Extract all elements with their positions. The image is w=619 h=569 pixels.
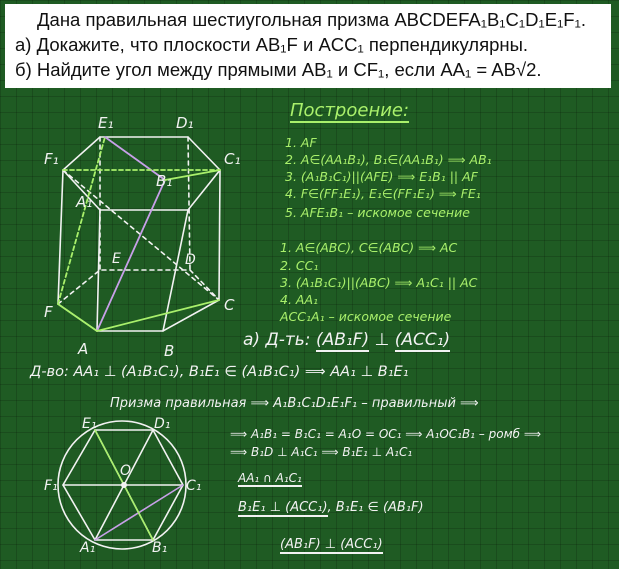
proof-line-6-perp: B₁E₁ ⊥ (ACC₁) — [238, 500, 328, 515]
construction-step-4: 4. F∈(FF₁E₁), E₁∈(FF₁E₁) ⟹ FE₁ — [285, 186, 481, 201]
hexagon-center-dot — [121, 482, 127, 488]
construction2-step-5: ACC₁A₁ – искомое сечение — [280, 309, 452, 324]
proof-goal-perp: ⊥ — [374, 330, 390, 350]
construction2-step-4: 4. AA₁ — [280, 292, 319, 307]
prism-drawing — [58, 137, 220, 331]
construction-step-3: 3. (A₁B₁C₁)||(AFE) ⟹ E₁B₁ || AF — [285, 169, 478, 184]
proof-goal — [243, 330, 450, 350]
prism-label-f1: F₁ — [44, 150, 59, 168]
hex-label-e1: E₁ — [82, 416, 97, 432]
problem-part-a: а) Докажите, что плоскости AB₁F и ACC₁ перпендикулярны. — [15, 34, 529, 55]
hex-label-a1: A₁ — [80, 540, 96, 556]
problem-part-b: б) Найдите угол между прямыми AB₁ и CF₁, если AA₁ = AB√2. — [15, 59, 542, 80]
prism-label-e1: E₁ — [98, 114, 114, 132]
proof-line-4: ⟹ B₁D ⊥ A₁C₁ ⟹ B₁E₁ ⊥ A₁C₁ — [230, 445, 413, 459]
prism-label-d1: D₁ — [176, 114, 194, 132]
prism-label-f: F — [44, 303, 53, 321]
proof-line-5: AA₁ ∩ A₁C₁ — [238, 471, 302, 485]
hex-label-o: O — [120, 463, 132, 479]
proof-conclusion: (AB₁F) ⊥ (ACC₁) — [280, 537, 383, 552]
proof-goal-prefix: а) Д-ть: — [243, 330, 311, 350]
proof-line-1: Д-во: AA₁ ⊥ (A₁B₁C₁), B₁E₁ ∈ (A₁B₁C₁) ⟹ AA₁ ⊥ B₁E₁ — [30, 364, 409, 380]
hex-label-f1: F₁ — [44, 478, 58, 494]
construction-title: Построение: — [290, 100, 410, 121]
construction2-step-3: 3. (A₁B₁C₁)||(ABC) ⟹ A₁C₁ || AC — [280, 275, 478, 290]
proof-line-3: ⟹ A₁B₁ = B₁C₁ = A₁O = OC₁ ⟹ A₁OC₁B₁ – ромб ⟹ — [230, 427, 542, 441]
hex-label-d1: D₁ — [154, 416, 171, 432]
prism-label-a1: A₁ — [76, 193, 93, 211]
construction2-step-1: 1. A∈(ABC), C∈(ABC) ⟹ AC — [280, 240, 458, 255]
prism-label-a: A — [78, 340, 89, 358]
prism-label-e: E — [112, 251, 121, 267]
proof-line-2: Призма правильная ⟹ A₁B₁C₁D₁E₁F₁ – правильный ⟹ — [110, 396, 479, 411]
proof-goal-plane-1: (AB₁F) — [315, 330, 370, 350]
prism-label-b: B — [164, 342, 175, 360]
proof-line-6 — [238, 500, 424, 515]
proof-goal-plane-2: (ACC₁) — [394, 330, 451, 350]
proof-line-6-belongs: , B₁E₁ ∈ (AB₁F) — [327, 500, 424, 515]
hex-label-b1: B₁ — [152, 540, 168, 556]
prism-label-c1: C₁ — [224, 150, 241, 168]
construction-step-5: 5. AFE₁B₁ – искомое сечение — [285, 205, 470, 220]
prism-label-d: D — [185, 252, 196, 268]
hex-label-c1: C₁ — [186, 478, 202, 494]
problem-title: Дана правильная шестиугольная призма ABCDEFA₁B₁C₁D₁E₁F₁. — [37, 9, 586, 30]
construction-step-2: 2. A∈(AA₁B₁), B₁∈(AA₁B₁) ⟹ AB₁ — [285, 152, 492, 167]
prism-label-c: C — [224, 296, 235, 314]
prism-label-b1: B₁ — [156, 172, 173, 190]
construction2-step-2: 2. CC₁ — [280, 258, 319, 273]
construction-step-1: 1. AF — [285, 135, 317, 150]
